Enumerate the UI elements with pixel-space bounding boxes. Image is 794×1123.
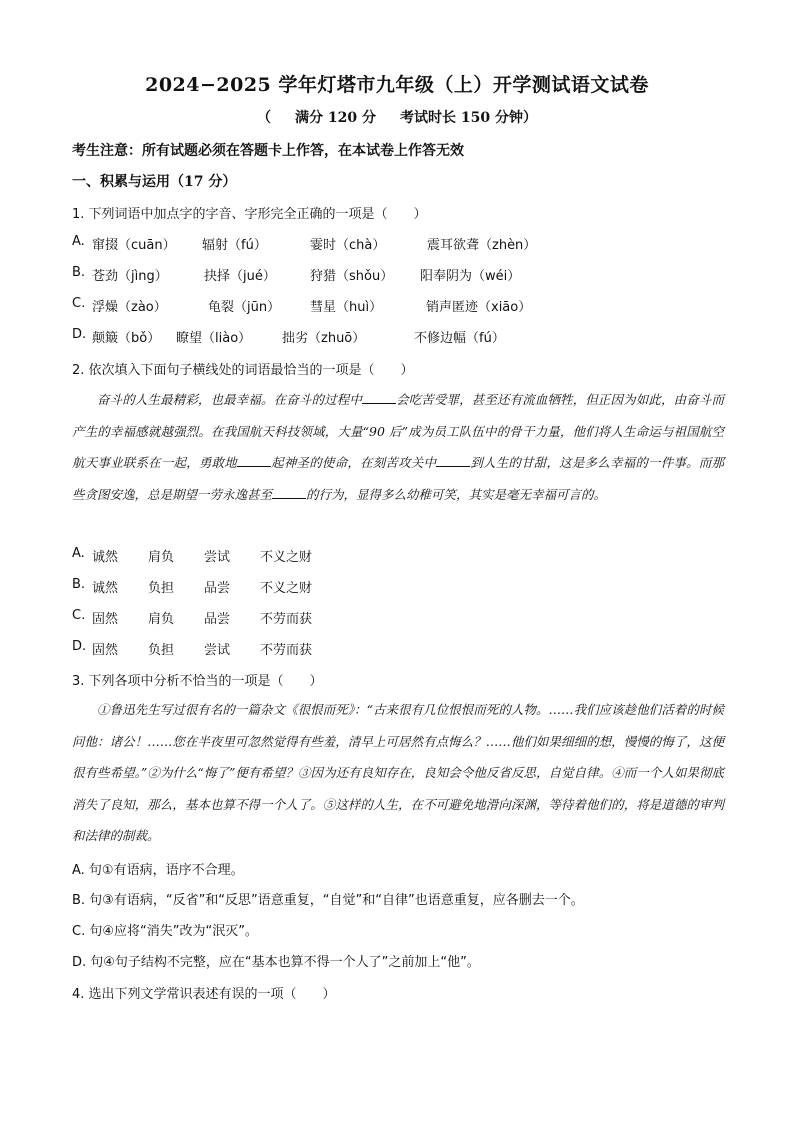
exam-notice: 考生注意：所有试题必须在答题卡上作答，在本试卷上作答无效 <box>72 143 464 159</box>
exam-title: 2024−2025 学年灯塔市九年级（上）开学测试语文试卷 <box>145 74 649 96</box>
q2-passage: 奋斗的人生最精彩，也最幸福。在奋斗的过程中 会吃苦受罪，甚至还有流血牺牲，但正因为如此，由奋斗而产生的幸福感就越强烈。在我国航天科技领域，大量“90 后”成为员工队伍中的骨干力量，他们将人生命运与祖国航空航天事业联系在一起，勇敢地 起神圣的使命，在刻苦攻关中 到人生的甘甜，这是多么幸福的一件事。而那些贪图安逸，总是期望一劳永逸甚至 的行为，显得多么幼稚可笑，其实是毫无幸福可言的。 <box>72 392 724 502</box>
blank-3 <box>436 454 470 467</box>
q4-stem: 4. 选出下列文学常识表述有误的一项（ ） <box>72 987 336 1002</box>
q3-option-d: D. 句④句子结构不完整，应在“基本也算不得一个人了”之前加上“他”。 <box>72 955 480 970</box>
blank-4 <box>272 486 306 499</box>
q3-option-b: B. 句③有语病，“反省”和“反思”语意重复，“自觉”和“自律”也语意重复，应各删去一个。 <box>72 893 584 908</box>
subtitle-open: （ <box>257 110 272 126</box>
q1-stem: 1. 下列词语中加点字的字音、字形完全正确的一项是（ ） <box>72 207 427 222</box>
blank-2 <box>237 454 271 467</box>
blank-1 <box>362 391 396 404</box>
q3-option-c: C. 句④应将“消失”改为“泯灭”。 <box>72 924 258 939</box>
exam-page: 2024−2025 学年灯塔市九年级（上）开学测试语文试卷 （ 满分 120 分 考试时长 150 分钟） 考生注意：所有试题必须在答题卡上作答，在本试卷上作答无效 一、积累与运用（17 分） 1. 下列词语中加点字的字音、字形完全正确的一项是（ ） A. 窜掇（cuān） 辐射（fú） 霎时（chà） 震耳欲聋（zhèn） B. 苍劲（jìng） 抉择（jué） 狩猎（shǒu） 阳奉阴为（wéi） C. 浮燥（zào） 龟裂（jūn） 彗星（huì） 销声匿迹（xiāo） D. 颠簸（bǒ） 瞭望（liào） 拙劣（zhuō） 不修边幅（fú） 2. 依次填入下面句子横线处的词语最恰当的一项是（ ） 奋斗的人生最精彩，也最幸福。在奋斗的过程中 会吃苦受罪，甚至还有流血牺牲，但正因为如此，由奋斗而产生的幸福感就越强烈。在我国航天科技领域，大量“90 后”成为员工队伍中的骨干力量，他们将人生命运与祖国航空航天事业联系在一起，勇敢地 起神圣的使命，在刻苦攻关中 到人生的甘甜，这是多么幸福的一件事。而那些贪图安逸，总是期望一劳永逸甚至 的行为，显得多么幼稚可笑，其实是毫无幸福可言的。 A. 诚然 肩负 尝试 不义之财 B. 诚然 负担 品尝 不义之财 C. 固然 肩负 品尝 不劳而获 D. 固然 负担 尝试 不劳而获 3. 下列各项中分析不恰当的一项是（ ） ①鲁迅先生写过很有名的一篇杂文《很恨而死》：“古来很有几位恨恨而死的人物。……我们应该趁他们活着的时候问他：诸公！……您在半夜里可忽然觉得有些羞，清早上可居然有点悔么？……他们如果细细的想，慢慢的悔了，这便很有些希望。”②为什么“悔了”便有希望？③因为还有良知存在，良知会令他反省反思，自觉自律。④而一个人如果彻底消失了良知，那么，基本也算不得一个人了。⑤这样的人生，在不可避免地滑向深渊，等待着他们的，将是道德的审判和法律的制裁。 A. 句①有语病，语序不合理。 B. 句③有语病，“反省”和“反思”语意重复，“自觉”和“自律”也语意重复，应各删去一个。 C. 句④应将“消失”改为“泯灭”。 D. 句④句子结构不完整，应在“基本也算不得一个人了”之前加上“他”。 4. 选出下列文学常识表述有误的一项（ ） <box>0 0 794 1123</box>
subtitle-score: 满分 120 分 <box>295 110 376 126</box>
exam-subtitle <box>0 107 794 127</box>
q3-passage: ①鲁迅先生写过很有名的一篇杂文《很恨而死》：“古来很有几位恨恨而死的人物。……我们应该趁他们活着的时候问他：诸公！……您在半夜里可忽然觉得有些羞，清早上可居然有点悔么？……他们如果细细的想，慢慢的悔了，这便很有些希望。”②为什么“悔了”便有希望？③因为还有良知存在，良知会令他反省反思，自觉自律。④而一个人如果彻底消失了良知，那么，基本也算不得一个人了。⑤这样的人生，在不可避免地滑向深渊，等待着他们的，将是道德的审判和法律的制裁。 <box>72 702 724 843</box>
q3-option-a: A. 句①有语病，语序不合理。 <box>72 863 244 878</box>
q3-stem: 3. 下列各项中分析不恰当的一项是（ ） <box>72 674 323 689</box>
section-heading-1: 一、积累与运用（17 分） <box>72 174 237 190</box>
subtitle-time: 考试时长 150 分钟） <box>400 110 537 126</box>
q2-stem: 2. 依次填入下面句子横线处的词语最恰当的一项是（ ） <box>72 363 414 378</box>
